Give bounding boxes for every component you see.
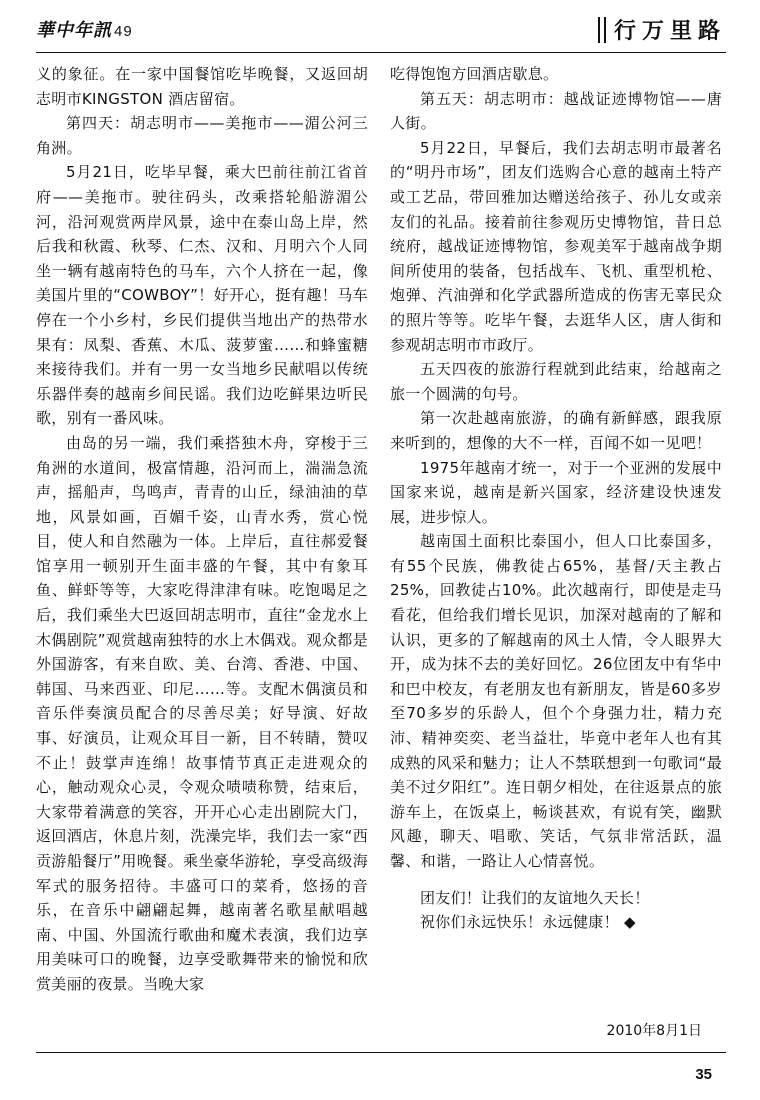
logo-text: 華中年訊 [36, 20, 112, 41]
right-text-column [390, 62, 722, 935]
paragraph: 五天四夜的旅游行程就到此结束，给越南之旅一个圆满的句号。 [390, 360, 722, 403]
double-bar-icon [598, 17, 606, 43]
paragraph: 第四天：胡志明市——美拖市——湄公河三角洲。 [36, 114, 368, 157]
paragraph: 第五天：胡志明市：越战证迹博物馆——唐人街。 [390, 89, 722, 133]
page-number: 35 [695, 1066, 712, 1083]
paragraph: 由岛的另一端，我们乘搭独木舟，穿梭于三角洲的水道间，极富情趣，沿河而上，湍湍急流声，摇船声，鸟鸣声，青青的山丘，绿油油的草地，风景如画，百媚千姿，山青水秀，赏心悦目，使人和自然融为一体。上岸后，直往郝爱餐馆享用一顿别开生面丰盛的午餐，其中有象耳鱼、鲜虾等等，大家吃得津津有味。吃饱喝足之后，我们乘坐大巴返回胡志明市，直往“金龙水上木偶剧院”观赏越南独特的水上木偶戏。观众都是外国游客，有来自欧、美、台湾、香港、中国、韩国、马来西亚、印尼……等。支配木偶演员和音乐伴奏演员配合的尽善尽美；好导演、好故事、好演员，让观众耳目一新，目不转睛，赞叹不止！鼓掌声连绵！故事情节真正走进观众的心，触动观众心灵，令观众啧啧称赞，结束后，大家带着满意的笑容，开开心心走出剧院大门，返回酒店，休息片刻，洗澡完毕，我们去一家“西贡游船餐厅”用晚餐。乘坐豪华游轮，享受高级海军式的服务招待。丰盛可口的菜肴，悠扬的音乐，在音乐中翩翩起舞，越南著名歌星献唱越南、中国、外国流行歌曲和魔术表演，我们边享用美味可口的晚餐，边享受歌舞带来的愉悦和欣赏美丽的夜景。当晚大家 [36, 433, 368, 993]
left-text-column [36, 62, 368, 997]
publication-logo [36, 16, 133, 42]
header-divider [36, 52, 726, 53]
article-date: 2010年8月1日 [606, 1023, 702, 1039]
page-header [36, 14, 726, 54]
paragraph: 义的象征。在一家中国餐馆吃毕晚餐，又返回胡志明市KINGSTON 酒店留宿。 [36, 65, 368, 108]
paragraph: 祝你们永远快乐！永远健康！ ◆ [420, 913, 636, 932]
footer-divider [36, 1052, 726, 1053]
paragraph: 1975年越南才统一，对于一个亚洲的发展中国家来说，越南是新兴国家，经济建设快速发展，进步惊人。 [390, 458, 722, 526]
section-title [598, 14, 726, 45]
issue-number: 49 [114, 23, 133, 40]
section-title-text: 行万里路 [613, 18, 726, 44]
paragraph: 5月22日，早餐后，我们去胡志明市最著名的“明丹市场”，团友们选购合心意的越南土特产或工艺品，带回雅加达赠送给孩子、孙儿女或亲友们的礼品。接着前往参观历史博物馆，昔日总统府，越战证迹博物馆，参观美军于越南战争期间所使用的装备，包括战车、飞机、重型机枪、炮弹、汽油弹和化学武器所造成的伤害无辜民众的照片等等。吃毕午餐，去逛华人区，唐人街和参观胡志明市市政厅。 [390, 138, 722, 354]
paragraph: 第一次赴越南旅游，的确有新鲜感，跟我原来听到的，想像的大不一样，百闻不如一见吧！ [390, 409, 722, 452]
paragraph: 越南国土面积比泰国小，但人口比泰国多，有55个民族，佛教徒占65%，基督/天主教占25%，回教徒占10%。此次越南行，即使是走马看花，但给我们增长见识，加深对越南的了解和认识，更多的了解越南的风土人情，令人眼界大开，成为抹不去的美好回忆。26位团友中有华中和巴中校友，有老朋友也有新朋友，皆是60多岁至70多岁的乐龄人，但个个身强力壮，精力充沛、精神奕奕、老当益壮，毕竟中老年人也有其成熟的风采和魅力；让人不禁联想到一句歌词“最美不过夕阳红”。连日朝夕相处，在往返景点的旅游车上，在饭桌上，畅谈甚欢，有说有笑，幽默风趣，聊天、唱歌、笑话，气氛非常活跃，温馨、和谐，一路让人心情喜悦。 [390, 532, 722, 870]
paragraph: 5月21日，吃毕早餐，乘大巴前往前江省首府——美拖市。驶往码头，改乘搭轮船游湄公河，沿河观赏两岸风景，途中在泰山岛上岸，然后我和秋霞、秋琴、仁杰、汉和、月明六个人同坐一辆有越南特色的马车，六个人挤在一起，像美国片里的“COWBOY”！好开心，挺有趣！马车停在一个小乡村，乡民们提供当地出产的热带水果有：凤梨、香蕉、木瓜、菠萝蜜……和蜂蜜糖来接待我们。并有一男一女当地乡民献唱以传统乐器伴奏的越南乡间民谣。我们边吃鲜果边听民歌，别有一番风味。 [36, 163, 368, 428]
paragraph: 团友们！让我们的友谊地久天长！ [420, 888, 650, 907]
paragraph: 吃得饱饱方回酒店歇息。 [390, 65, 559, 83]
